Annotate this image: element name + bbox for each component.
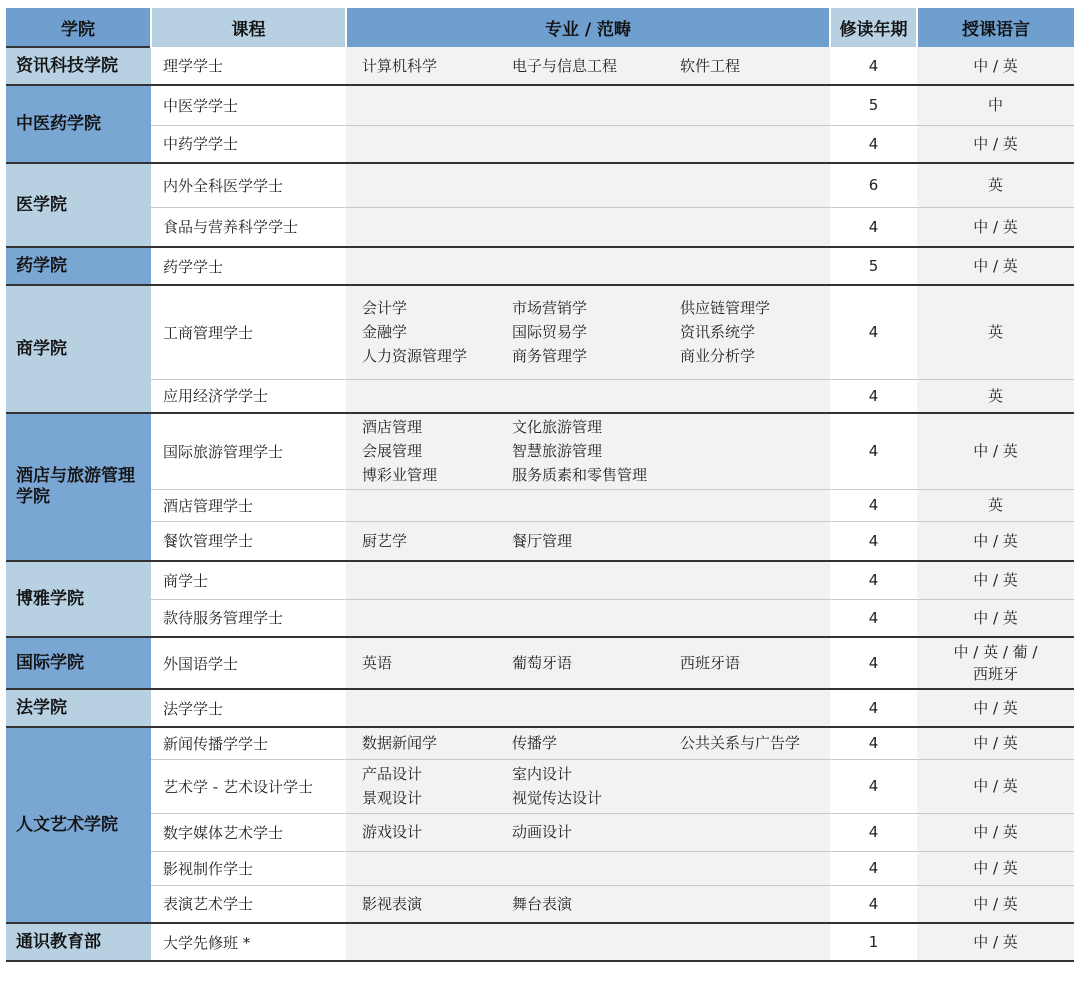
years-cell: 4 xyxy=(830,47,917,85)
major-item: 公共关系与广告学 xyxy=(680,734,801,753)
language-line: 中 / 英 xyxy=(973,257,1018,275)
major-item: 数据新闻学 xyxy=(362,734,438,753)
language-line: 中 / 英 xyxy=(973,859,1018,877)
language-cell xyxy=(917,885,1074,923)
years-cell: 4 xyxy=(830,561,917,599)
header-row xyxy=(6,8,1074,47)
college-cell: 商学院 xyxy=(6,285,151,413)
major-item: 动画设计 xyxy=(512,823,573,841)
language-line: 英 xyxy=(987,386,1003,405)
major-item: 资讯系统学 xyxy=(680,323,756,342)
table-row xyxy=(6,379,1074,413)
major-item: 葡萄牙语 xyxy=(512,654,573,672)
language-cell xyxy=(917,599,1074,637)
major-item: 软件工程 xyxy=(680,56,741,75)
language-cell xyxy=(917,637,1074,689)
course-cell: 影视制作学士 xyxy=(151,851,346,885)
table-row xyxy=(6,759,1074,813)
major-header: 专业 / 范畴 xyxy=(346,8,830,47)
major-cell xyxy=(346,521,830,561)
college-cell: 酒店与旅游管理学院 xyxy=(6,413,151,561)
years-cell: 1 xyxy=(830,923,917,961)
table-row xyxy=(6,923,1074,961)
major-item: 舞台表演 xyxy=(512,894,573,913)
language-cell xyxy=(917,125,1074,163)
course-cell: 酒店管理学士 xyxy=(151,489,346,521)
major-cell xyxy=(346,85,830,125)
major-item: 供应链管理学 xyxy=(680,299,771,318)
table-row xyxy=(6,207,1074,247)
course-cell: 外国语学士 xyxy=(151,637,346,689)
major-cell xyxy=(346,885,830,923)
major-item: 产品设计 xyxy=(362,765,423,783)
major-cell xyxy=(346,599,830,637)
major-cell xyxy=(346,689,830,727)
language-cell xyxy=(917,923,1074,961)
major-item: 商务管理学 xyxy=(512,347,588,366)
major-item: 室内设计 xyxy=(512,765,573,783)
years-cell: 4 xyxy=(830,637,917,689)
language-cell xyxy=(917,379,1074,413)
major-list xyxy=(346,892,830,916)
language-cell xyxy=(917,727,1074,759)
language-cell xyxy=(917,163,1074,207)
major-item: 影视表演 xyxy=(362,894,423,913)
major-cell xyxy=(346,813,830,851)
major-item: 智慧旅游管理 xyxy=(512,442,603,461)
years-cell: 6 xyxy=(830,163,917,207)
language-line: 英 xyxy=(987,496,1003,514)
course-cell: 商学士 xyxy=(151,561,346,599)
course-cell: 药学学士 xyxy=(151,247,346,285)
course-cell: 款待服务管理学士 xyxy=(151,599,346,637)
major-list xyxy=(346,529,830,553)
course-cell: 理学学士 xyxy=(151,47,346,85)
major-cell xyxy=(346,163,830,207)
years-cell: 4 xyxy=(830,379,917,413)
years-cell: 4 xyxy=(830,521,917,561)
college-cell: 资讯科技学院 xyxy=(6,47,151,85)
major-item xyxy=(680,786,830,810)
major-item: 餐厅管理 xyxy=(512,531,573,550)
years-cell: 4 xyxy=(830,689,917,727)
major-item: 商业分析学 xyxy=(680,347,756,366)
language-line: 中 / 英 xyxy=(973,442,1018,461)
language-header: 授课语言 xyxy=(917,8,1074,47)
college-cell: 国际学院 xyxy=(6,637,151,689)
major-list xyxy=(346,651,830,675)
table-row xyxy=(6,47,1074,85)
major-cell xyxy=(346,923,830,961)
programme-table xyxy=(6,8,1074,962)
course-cell: 中医学学士 xyxy=(151,85,346,125)
language-cell xyxy=(917,813,1074,851)
course-cell: 食品与营养科学学士 xyxy=(151,207,346,247)
major-item: 电子与信息工程 xyxy=(512,56,618,75)
college-cell: 医学院 xyxy=(6,163,151,247)
table-row xyxy=(6,247,1074,285)
course-cell: 表演艺术学士 xyxy=(151,885,346,923)
table-row xyxy=(6,163,1074,207)
language-cell xyxy=(917,689,1074,727)
major-list xyxy=(346,820,830,844)
major-cell xyxy=(346,561,830,599)
language-line: 西班牙 xyxy=(972,665,1018,683)
course-cell: 应用经济学学士 xyxy=(151,379,346,413)
language-cell xyxy=(917,47,1074,85)
table-row xyxy=(6,85,1074,125)
major-cell xyxy=(346,247,830,285)
language-cell xyxy=(917,561,1074,599)
language-cell xyxy=(917,285,1074,379)
major-item: 市场营销学 xyxy=(512,299,588,318)
major-item xyxy=(680,439,830,463)
college-cell: 博雅学院 xyxy=(6,561,151,637)
major-cell xyxy=(346,727,830,759)
table-row xyxy=(6,851,1074,885)
major-list xyxy=(346,296,830,368)
years-cell: 5 xyxy=(830,85,917,125)
years-cell: 4 xyxy=(830,727,917,759)
years-cell: 4 xyxy=(830,851,917,885)
course-cell: 中药学学士 xyxy=(151,125,346,163)
language-line: 中 / 英 xyxy=(973,571,1018,590)
course-cell: 新闻传播学学士 xyxy=(151,727,346,759)
table-row xyxy=(6,727,1074,759)
language-cell xyxy=(917,759,1074,813)
major-item: 人力资源管理学 xyxy=(362,347,468,366)
table-row xyxy=(6,125,1074,163)
language-cell xyxy=(917,851,1074,885)
language-line: 中 / 英 xyxy=(973,734,1018,753)
college-header: 学院 xyxy=(6,8,151,47)
years-cell: 4 xyxy=(830,813,917,851)
language-line: 中 / 英 / 葡 / xyxy=(953,643,1038,661)
table-row xyxy=(6,885,1074,923)
major-item: 博彩业管理 xyxy=(362,466,438,485)
college-cell: 中医药学院 xyxy=(6,85,151,163)
language-cell xyxy=(917,521,1074,561)
major-cell xyxy=(346,637,830,689)
major-item: 游戏设计 xyxy=(362,823,423,841)
course-cell: 法学学士 xyxy=(151,689,346,727)
major-item: 文化旅游管理 xyxy=(512,418,603,437)
course-cell: 工商管理学士 xyxy=(151,285,346,379)
language-line: 中 / 英 xyxy=(973,608,1018,627)
major-item: 西班牙语 xyxy=(680,654,741,672)
language-line: 中 / 英 xyxy=(973,823,1018,841)
major-list xyxy=(346,54,830,78)
years-cell: 4 xyxy=(830,885,917,923)
major-list xyxy=(346,731,830,755)
years-cell: 4 xyxy=(830,207,917,247)
years-cell: 4 xyxy=(830,125,917,163)
major-cell xyxy=(346,379,830,413)
major-item: 会展管理 xyxy=(362,442,423,461)
major-item: 英语 xyxy=(362,654,393,672)
major-cell xyxy=(346,125,830,163)
table-row xyxy=(6,489,1074,521)
language-line: 英 xyxy=(987,323,1003,342)
course-cell: 大学先修班 * xyxy=(151,923,346,961)
years-cell: 5 xyxy=(830,247,917,285)
years-cell: 4 xyxy=(830,599,917,637)
college-cell: 药学院 xyxy=(6,247,151,285)
language-line: 中 xyxy=(987,96,1003,115)
table-row xyxy=(6,413,1074,489)
college-cell: 通识教育部 xyxy=(6,923,151,961)
years-header: 修读年期 xyxy=(830,8,917,47)
major-item: 服务质素和零售管理 xyxy=(512,466,648,485)
major-cell xyxy=(346,207,830,247)
language-cell xyxy=(917,207,1074,247)
language-line: 英 xyxy=(987,176,1003,195)
major-item: 国际贸易学 xyxy=(512,323,588,342)
years-cell: 4 xyxy=(830,413,917,489)
table-row xyxy=(6,813,1074,851)
major-item xyxy=(680,463,830,487)
language-line: 中 / 英 xyxy=(973,134,1018,153)
major-list xyxy=(346,762,830,810)
course-cell: 餐饮管理学士 xyxy=(151,521,346,561)
table-row xyxy=(6,521,1074,561)
course-cell: 数字媒体艺术学士 xyxy=(151,813,346,851)
table-row xyxy=(6,599,1074,637)
major-item: 传播学 xyxy=(512,734,558,753)
major-item: 金融学 xyxy=(362,323,408,342)
major-item: 会计学 xyxy=(362,299,408,318)
language-cell xyxy=(917,489,1074,521)
years-cell: 4 xyxy=(830,285,917,379)
language-line: 中 / 英 xyxy=(973,777,1018,795)
major-item xyxy=(680,415,830,439)
table-row xyxy=(6,637,1074,689)
table-row xyxy=(6,561,1074,599)
major-item: 视觉传达设计 xyxy=(512,789,603,807)
table-row xyxy=(6,689,1074,727)
major-item: 酒店管理 xyxy=(362,418,423,437)
major-cell xyxy=(346,47,830,85)
major-item xyxy=(680,762,830,786)
major-cell xyxy=(346,759,830,813)
college-cell: 人文艺术学院 xyxy=(6,727,151,923)
major-cell xyxy=(346,285,830,379)
course-header: 课程 xyxy=(151,8,346,47)
course-cell: 艺术学 - 艺术设计学士 xyxy=(151,759,346,813)
course-cell: 国际旅游管理学士 xyxy=(151,413,346,489)
major-cell xyxy=(346,851,830,885)
language-line: 中 / 英 xyxy=(973,933,1018,951)
language-line: 中 / 英 xyxy=(973,699,1018,717)
major-cell xyxy=(346,489,830,521)
college-cell: 法学院 xyxy=(6,689,151,727)
major-item: 计算机科学 xyxy=(362,56,438,75)
years-cell: 4 xyxy=(830,759,917,813)
language-cell xyxy=(917,85,1074,125)
years-cell: 4 xyxy=(830,489,917,521)
language-line: 中 / 英 xyxy=(973,217,1018,236)
language-line: 中 / 英 xyxy=(973,531,1018,550)
language-line: 中 / 英 xyxy=(973,894,1018,913)
language-cell xyxy=(917,247,1074,285)
major-cell xyxy=(346,413,830,489)
major-item: 厨艺学 xyxy=(362,531,408,550)
major-list xyxy=(346,415,830,487)
course-cell: 内外全科医学学士 xyxy=(151,163,346,207)
language-line: 中 / 英 xyxy=(973,56,1018,75)
language-cell xyxy=(917,413,1074,489)
table-row xyxy=(6,285,1074,379)
major-item: 景观设计 xyxy=(362,789,423,807)
